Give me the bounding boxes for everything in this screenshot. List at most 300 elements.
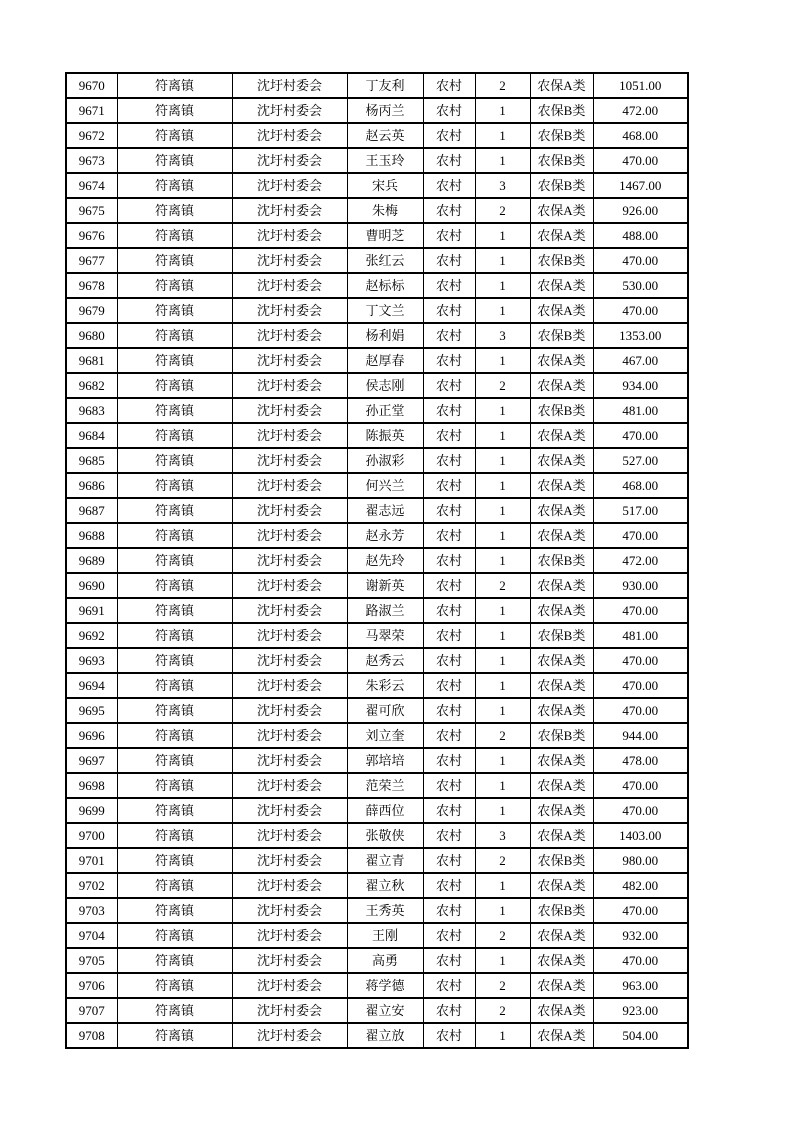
cell-person-name: 翟立青 bbox=[347, 848, 423, 873]
cell-person-name: 宋兵 bbox=[347, 173, 423, 198]
cell-village-committee: 沈圩村委会 bbox=[232, 173, 347, 198]
cell-insurance-type: 农保B类 bbox=[530, 98, 593, 123]
cell-insurance-type: 农保B类 bbox=[530, 248, 593, 273]
cell-person-count: 1 bbox=[475, 498, 530, 523]
cell-insurance-type: 农保A类 bbox=[530, 223, 593, 248]
cell-person-count: 1 bbox=[475, 773, 530, 798]
insurance-roster-table bbox=[65, 72, 689, 1049]
cell-category: 农村 bbox=[423, 823, 475, 848]
cell-town: 符离镇 bbox=[117, 348, 232, 373]
cell-category: 农村 bbox=[423, 573, 475, 598]
cell-category: 农村 bbox=[423, 523, 475, 548]
cell-person-name: 翟立安 bbox=[347, 998, 423, 1023]
cell-person-count: 1 bbox=[475, 223, 530, 248]
cell-amount: 468.00 bbox=[593, 123, 688, 148]
cell-person-count: 2 bbox=[475, 373, 530, 398]
cell-amount: 472.00 bbox=[593, 98, 688, 123]
cell-person-name: 郭培培 bbox=[347, 748, 423, 773]
cell-insurance-type: 农保A类 bbox=[530, 648, 593, 673]
cell-village-committee: 沈圩村委会 bbox=[232, 398, 347, 423]
cell-town: 符离镇 bbox=[117, 598, 232, 623]
cell-person-name: 张敬侠 bbox=[347, 823, 423, 848]
cell-amount: 934.00 bbox=[593, 373, 688, 398]
cell-serial-number: 9682 bbox=[66, 373, 117, 398]
cell-category: 农村 bbox=[423, 123, 475, 148]
cell-category: 农村 bbox=[423, 73, 475, 98]
cell-insurance-type: 农保A类 bbox=[530, 773, 593, 798]
cell-village-committee: 沈圩村委会 bbox=[232, 998, 347, 1023]
cell-amount: 1051.00 bbox=[593, 73, 688, 98]
cell-person-name: 王玉玲 bbox=[347, 148, 423, 173]
cell-village-committee: 沈圩村委会 bbox=[232, 73, 347, 98]
cell-serial-number: 9705 bbox=[66, 948, 117, 973]
cell-town: 符离镇 bbox=[117, 173, 232, 198]
table-row bbox=[66, 98, 688, 123]
cell-insurance-type: 农保A类 bbox=[530, 348, 593, 373]
cell-serial-number: 9703 bbox=[66, 898, 117, 923]
cell-amount: 470.00 bbox=[593, 148, 688, 173]
cell-town: 符离镇 bbox=[117, 698, 232, 723]
cell-person-name: 杨利娟 bbox=[347, 323, 423, 348]
cell-person-count: 1 bbox=[475, 598, 530, 623]
cell-person-name: 王秀英 bbox=[347, 898, 423, 923]
cell-amount: 470.00 bbox=[593, 698, 688, 723]
table-row bbox=[66, 998, 688, 1023]
cell-category: 农村 bbox=[423, 723, 475, 748]
table-row bbox=[66, 698, 688, 723]
cell-person-name: 赵标标 bbox=[347, 273, 423, 298]
cell-amount: 488.00 bbox=[593, 223, 688, 248]
cell-insurance-type: 农保B类 bbox=[530, 148, 593, 173]
cell-insurance-type: 农保A类 bbox=[530, 473, 593, 498]
cell-village-committee: 沈圩村委会 bbox=[232, 98, 347, 123]
cell-village-committee: 沈圩村委会 bbox=[232, 198, 347, 223]
cell-amount: 1353.00 bbox=[593, 323, 688, 348]
cell-amount: 980.00 bbox=[593, 848, 688, 873]
cell-person-count: 1 bbox=[475, 673, 530, 698]
cell-town: 符离镇 bbox=[117, 923, 232, 948]
cell-amount: 926.00 bbox=[593, 198, 688, 223]
cell-serial-number: 9708 bbox=[66, 1023, 117, 1048]
cell-category: 农村 bbox=[423, 648, 475, 673]
cell-category: 农村 bbox=[423, 798, 475, 823]
cell-amount: 470.00 bbox=[593, 898, 688, 923]
cell-person-count: 2 bbox=[475, 848, 530, 873]
cell-serial-number: 9701 bbox=[66, 848, 117, 873]
cell-category: 农村 bbox=[423, 998, 475, 1023]
cell-category: 农村 bbox=[423, 923, 475, 948]
cell-town: 符离镇 bbox=[117, 73, 232, 98]
table-row bbox=[66, 123, 688, 148]
cell-village-committee: 沈圩村委会 bbox=[232, 273, 347, 298]
cell-insurance-type: 农保B类 bbox=[530, 173, 593, 198]
cell-amount: 481.00 bbox=[593, 623, 688, 648]
cell-person-count: 2 bbox=[475, 923, 530, 948]
cell-amount: 504.00 bbox=[593, 1023, 688, 1048]
cell-amount: 944.00 bbox=[593, 723, 688, 748]
cell-category: 农村 bbox=[423, 973, 475, 998]
cell-village-committee: 沈圩村委会 bbox=[232, 523, 347, 548]
cell-amount: 517.00 bbox=[593, 498, 688, 523]
cell-person-name: 赵云英 bbox=[347, 123, 423, 148]
cell-serial-number: 9676 bbox=[66, 223, 117, 248]
cell-person-name: 王刚 bbox=[347, 923, 423, 948]
cell-serial-number: 9691 bbox=[66, 598, 117, 623]
cell-person-name: 何兴兰 bbox=[347, 473, 423, 498]
cell-village-committee: 沈圩村委会 bbox=[232, 648, 347, 673]
cell-serial-number: 9690 bbox=[66, 573, 117, 598]
cell-town: 符离镇 bbox=[117, 623, 232, 648]
table-row bbox=[66, 598, 688, 623]
table-row bbox=[66, 498, 688, 523]
cell-person-count: 1 bbox=[475, 523, 530, 548]
cell-serial-number: 9670 bbox=[66, 73, 117, 98]
cell-town: 符离镇 bbox=[117, 873, 232, 898]
cell-person-name: 薛西位 bbox=[347, 798, 423, 823]
cell-insurance-type: 农保A类 bbox=[530, 73, 593, 98]
cell-person-count: 3 bbox=[475, 323, 530, 348]
cell-serial-number: 9695 bbox=[66, 698, 117, 723]
cell-village-committee: 沈圩村委会 bbox=[232, 123, 347, 148]
cell-insurance-type: 农保A类 bbox=[530, 798, 593, 823]
cell-village-committee: 沈圩村委会 bbox=[232, 673, 347, 698]
cell-village-committee: 沈圩村委会 bbox=[232, 723, 347, 748]
cell-person-name: 朱彩云 bbox=[347, 673, 423, 698]
table-row bbox=[66, 723, 688, 748]
cell-category: 农村 bbox=[423, 348, 475, 373]
cell-serial-number: 9693 bbox=[66, 648, 117, 673]
cell-serial-number: 9707 bbox=[66, 998, 117, 1023]
cell-insurance-type: 农保A类 bbox=[530, 448, 593, 473]
cell-insurance-type: 农保B类 bbox=[530, 623, 593, 648]
cell-village-committee: 沈圩村委会 bbox=[232, 1023, 347, 1048]
cell-category: 农村 bbox=[423, 848, 475, 873]
cell-insurance-type: 农保A类 bbox=[530, 273, 593, 298]
table-row bbox=[66, 673, 688, 698]
cell-town: 符离镇 bbox=[117, 198, 232, 223]
cell-category: 农村 bbox=[423, 673, 475, 698]
cell-category: 农村 bbox=[423, 1023, 475, 1048]
cell-village-committee: 沈圩村委会 bbox=[232, 898, 347, 923]
cell-village-committee: 沈圩村委会 bbox=[232, 348, 347, 373]
cell-person-name: 陈振英 bbox=[347, 423, 423, 448]
cell-person-name: 杨丙兰 bbox=[347, 98, 423, 123]
cell-town: 符离镇 bbox=[117, 548, 232, 573]
cell-town: 符离镇 bbox=[117, 98, 232, 123]
cell-amount: 470.00 bbox=[593, 423, 688, 448]
cell-category: 农村 bbox=[423, 98, 475, 123]
cell-serial-number: 9673 bbox=[66, 148, 117, 173]
table-row bbox=[66, 848, 688, 873]
cell-person-count: 3 bbox=[475, 173, 530, 198]
cell-category: 农村 bbox=[423, 448, 475, 473]
cell-town: 符离镇 bbox=[117, 148, 232, 173]
cell-serial-number: 9680 bbox=[66, 323, 117, 348]
cell-town: 符离镇 bbox=[117, 973, 232, 998]
table-row bbox=[66, 573, 688, 598]
cell-person-count: 1 bbox=[475, 623, 530, 648]
cell-person-name: 翟志远 bbox=[347, 498, 423, 523]
cell-village-committee: 沈圩村委会 bbox=[232, 948, 347, 973]
cell-serial-number: 9686 bbox=[66, 473, 117, 498]
cell-village-committee: 沈圩村委会 bbox=[232, 598, 347, 623]
cell-town: 符离镇 bbox=[117, 373, 232, 398]
cell-village-committee: 沈圩村委会 bbox=[232, 823, 347, 848]
cell-insurance-type: 农保A类 bbox=[530, 698, 593, 723]
cell-person-count: 2 bbox=[475, 998, 530, 1023]
cell-category: 农村 bbox=[423, 223, 475, 248]
cell-serial-number: 9678 bbox=[66, 273, 117, 298]
cell-amount: 478.00 bbox=[593, 748, 688, 773]
cell-town: 符离镇 bbox=[117, 448, 232, 473]
cell-person-name: 张红云 bbox=[347, 248, 423, 273]
cell-person-count: 2 bbox=[475, 73, 530, 98]
cell-insurance-type: 农保A类 bbox=[530, 573, 593, 598]
cell-category: 农村 bbox=[423, 598, 475, 623]
cell-village-committee: 沈圩村委会 bbox=[232, 548, 347, 573]
cell-village-committee: 沈圩村委会 bbox=[232, 498, 347, 523]
table-row bbox=[66, 623, 688, 648]
cell-town: 符离镇 bbox=[117, 523, 232, 548]
table-row bbox=[66, 173, 688, 198]
cell-person-name: 丁友利 bbox=[347, 73, 423, 98]
cell-person-name: 翟立秋 bbox=[347, 873, 423, 898]
cell-amount: 482.00 bbox=[593, 873, 688, 898]
cell-town: 符离镇 bbox=[117, 948, 232, 973]
cell-person-count: 1 bbox=[475, 798, 530, 823]
cell-serial-number: 9677 bbox=[66, 248, 117, 273]
cell-village-committee: 沈圩村委会 bbox=[232, 473, 347, 498]
cell-amount: 923.00 bbox=[593, 998, 688, 1023]
cell-person-count: 1 bbox=[475, 348, 530, 373]
cell-person-count: 1 bbox=[475, 898, 530, 923]
table-row bbox=[66, 748, 688, 773]
cell-insurance-type: 农保B类 bbox=[530, 323, 593, 348]
cell-insurance-type: 农保A类 bbox=[530, 823, 593, 848]
cell-town: 符离镇 bbox=[117, 1023, 232, 1048]
cell-town: 符离镇 bbox=[117, 823, 232, 848]
cell-amount: 963.00 bbox=[593, 973, 688, 998]
cell-insurance-type: 农保A类 bbox=[530, 973, 593, 998]
cell-category: 农村 bbox=[423, 898, 475, 923]
cell-amount: 470.00 bbox=[593, 648, 688, 673]
cell-person-count: 1 bbox=[475, 423, 530, 448]
table-row bbox=[66, 73, 688, 98]
table-row bbox=[66, 548, 688, 573]
table-row bbox=[66, 773, 688, 798]
cell-category: 农村 bbox=[423, 548, 475, 573]
cell-insurance-type: 农保B类 bbox=[530, 548, 593, 573]
cell-insurance-type: 农保B类 bbox=[530, 123, 593, 148]
cell-village-committee: 沈圩村委会 bbox=[232, 223, 347, 248]
cell-village-committee: 沈圩村委会 bbox=[232, 973, 347, 998]
cell-person-count: 1 bbox=[475, 948, 530, 973]
cell-amount: 1467.00 bbox=[593, 173, 688, 198]
cell-insurance-type: 农保B类 bbox=[530, 848, 593, 873]
table-row bbox=[66, 948, 688, 973]
cell-person-count: 2 bbox=[475, 573, 530, 598]
table-row bbox=[66, 398, 688, 423]
cell-category: 农村 bbox=[423, 698, 475, 723]
cell-amount: 1403.00 bbox=[593, 823, 688, 848]
table-row bbox=[66, 823, 688, 848]
table-row bbox=[66, 323, 688, 348]
cell-village-committee: 沈圩村委会 bbox=[232, 423, 347, 448]
cell-town: 符离镇 bbox=[117, 223, 232, 248]
cell-person-name: 翟立放 bbox=[347, 1023, 423, 1048]
cell-town: 符离镇 bbox=[117, 673, 232, 698]
cell-village-committee: 沈圩村委会 bbox=[232, 323, 347, 348]
table-row bbox=[66, 1023, 688, 1048]
cell-person-name: 高勇 bbox=[347, 948, 423, 973]
cell-amount: 481.00 bbox=[593, 398, 688, 423]
cell-village-committee: 沈圩村委会 bbox=[232, 573, 347, 598]
cell-category: 农村 bbox=[423, 273, 475, 298]
cell-insurance-type: 农保A类 bbox=[530, 948, 593, 973]
cell-insurance-type: 农保A类 bbox=[530, 748, 593, 773]
cell-category: 农村 bbox=[423, 948, 475, 973]
cell-serial-number: 9697 bbox=[66, 748, 117, 773]
cell-serial-number: 9688 bbox=[66, 523, 117, 548]
cell-person-count: 1 bbox=[475, 248, 530, 273]
cell-person-name: 孙正堂 bbox=[347, 398, 423, 423]
cell-amount: 472.00 bbox=[593, 548, 688, 573]
cell-village-committee: 沈圩村委会 bbox=[232, 773, 347, 798]
cell-person-name: 蒋学德 bbox=[347, 973, 423, 998]
table-body bbox=[66, 73, 688, 1048]
table-row bbox=[66, 873, 688, 898]
cell-category: 农村 bbox=[423, 748, 475, 773]
cell-village-committee: 沈圩村委会 bbox=[232, 373, 347, 398]
cell-town: 符离镇 bbox=[117, 298, 232, 323]
cell-amount: 470.00 bbox=[593, 523, 688, 548]
table-row bbox=[66, 523, 688, 548]
table-row bbox=[66, 473, 688, 498]
cell-village-committee: 沈圩村委会 bbox=[232, 873, 347, 898]
table-row bbox=[66, 973, 688, 998]
cell-category: 农村 bbox=[423, 298, 475, 323]
cell-serial-number: 9681 bbox=[66, 348, 117, 373]
cell-amount: 932.00 bbox=[593, 923, 688, 948]
cell-category: 农村 bbox=[423, 473, 475, 498]
cell-insurance-type: 农保A类 bbox=[530, 998, 593, 1023]
table-row bbox=[66, 648, 688, 673]
cell-amount: 470.00 bbox=[593, 248, 688, 273]
cell-amount: 470.00 bbox=[593, 673, 688, 698]
cell-category: 农村 bbox=[423, 498, 475, 523]
table-row bbox=[66, 348, 688, 373]
cell-town: 符离镇 bbox=[117, 773, 232, 798]
cell-insurance-type: 农保B类 bbox=[530, 898, 593, 923]
cell-town: 符离镇 bbox=[117, 423, 232, 448]
table-row bbox=[66, 373, 688, 398]
cell-insurance-type: 农保A类 bbox=[530, 498, 593, 523]
cell-insurance-type: 农保A类 bbox=[530, 373, 593, 398]
cell-person-count: 2 bbox=[475, 198, 530, 223]
cell-person-name: 赵永芳 bbox=[347, 523, 423, 548]
cell-serial-number: 9675 bbox=[66, 198, 117, 223]
cell-serial-number: 9700 bbox=[66, 823, 117, 848]
cell-amount: 470.00 bbox=[593, 773, 688, 798]
cell-category: 农村 bbox=[423, 248, 475, 273]
cell-person-name: 赵先玲 bbox=[347, 548, 423, 573]
cell-insurance-type: 农保B类 bbox=[530, 398, 593, 423]
cell-insurance-type: 农保B类 bbox=[530, 723, 593, 748]
cell-person-name: 赵秀云 bbox=[347, 648, 423, 673]
cell-town: 符离镇 bbox=[117, 998, 232, 1023]
table-row bbox=[66, 148, 688, 173]
cell-person-count: 1 bbox=[475, 873, 530, 898]
cell-person-count: 1 bbox=[475, 298, 530, 323]
cell-category: 农村 bbox=[423, 423, 475, 448]
cell-serial-number: 9694 bbox=[66, 673, 117, 698]
cell-town: 符离镇 bbox=[117, 498, 232, 523]
cell-amount: 930.00 bbox=[593, 573, 688, 598]
cell-town: 符离镇 bbox=[117, 723, 232, 748]
cell-serial-number: 9704 bbox=[66, 923, 117, 948]
cell-amount: 470.00 bbox=[593, 798, 688, 823]
table-row bbox=[66, 248, 688, 273]
cell-serial-number: 9672 bbox=[66, 123, 117, 148]
cell-insurance-type: 农保A类 bbox=[530, 873, 593, 898]
cell-serial-number: 9706 bbox=[66, 973, 117, 998]
cell-serial-number: 9674 bbox=[66, 173, 117, 198]
cell-person-count: 1 bbox=[475, 98, 530, 123]
cell-person-count: 1 bbox=[475, 548, 530, 573]
cell-town: 符离镇 bbox=[117, 248, 232, 273]
table-row bbox=[66, 798, 688, 823]
cell-village-committee: 沈圩村委会 bbox=[232, 848, 347, 873]
table-row bbox=[66, 923, 688, 948]
cell-serial-number: 9699 bbox=[66, 798, 117, 823]
cell-serial-number: 9684 bbox=[66, 423, 117, 448]
cell-person-count: 2 bbox=[475, 973, 530, 998]
cell-category: 农村 bbox=[423, 148, 475, 173]
cell-person-count: 1 bbox=[475, 648, 530, 673]
cell-insurance-type: 农保A类 bbox=[530, 1023, 593, 1048]
cell-village-committee: 沈圩村委会 bbox=[232, 148, 347, 173]
cell-person-name: 谢新英 bbox=[347, 573, 423, 598]
cell-serial-number: 9687 bbox=[66, 498, 117, 523]
table-row bbox=[66, 448, 688, 473]
cell-person-name: 丁文兰 bbox=[347, 298, 423, 323]
cell-serial-number: 9696 bbox=[66, 723, 117, 748]
table-row bbox=[66, 898, 688, 923]
cell-amount: 467.00 bbox=[593, 348, 688, 373]
cell-person-count: 1 bbox=[475, 273, 530, 298]
cell-insurance-type: 农保A类 bbox=[530, 298, 593, 323]
cell-person-count: 1 bbox=[475, 698, 530, 723]
cell-person-name: 范荣兰 bbox=[347, 773, 423, 798]
cell-village-committee: 沈圩村委会 bbox=[232, 448, 347, 473]
cell-town: 符离镇 bbox=[117, 398, 232, 423]
cell-village-committee: 沈圩村委会 bbox=[232, 923, 347, 948]
cell-person-name: 曹明芝 bbox=[347, 223, 423, 248]
table-row bbox=[66, 198, 688, 223]
cell-town: 符离镇 bbox=[117, 123, 232, 148]
cell-insurance-type: 农保A类 bbox=[530, 598, 593, 623]
cell-person-count: 2 bbox=[475, 723, 530, 748]
cell-person-name: 朱梅 bbox=[347, 198, 423, 223]
cell-insurance-type: 农保A类 bbox=[530, 523, 593, 548]
cell-village-committee: 沈圩村委会 bbox=[232, 798, 347, 823]
cell-person-name: 刘立奎 bbox=[347, 723, 423, 748]
cell-town: 符离镇 bbox=[117, 323, 232, 348]
cell-amount: 530.00 bbox=[593, 273, 688, 298]
cell-insurance-type: 农保A类 bbox=[530, 423, 593, 448]
cell-amount: 470.00 bbox=[593, 598, 688, 623]
cell-serial-number: 9679 bbox=[66, 298, 117, 323]
